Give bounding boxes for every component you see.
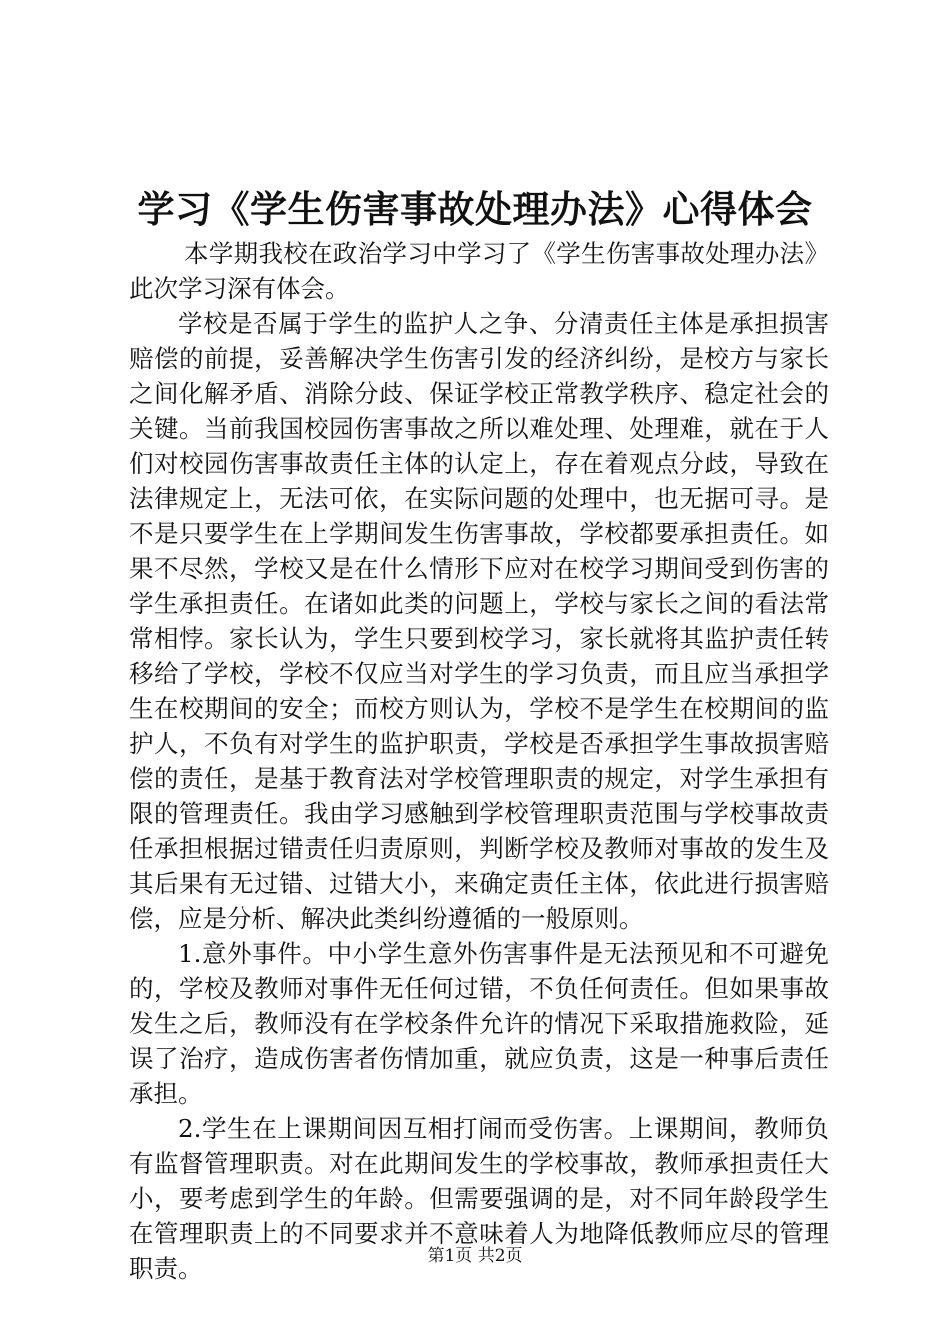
paragraph-intro: 本学期我校在政治学习中学习了《学生伤害事故处理办法》此次学习深有体会。: [129, 239, 829, 303]
paragraph-point-1: 1.意外事件。中小学生意外伤害事件是无法预见和不可避免的，学校及教师对事件无任何过错，不负任何责任。但如果事故发生之后，教师没有在学校条件允许的情况下采取措施救险，延误了治疗，造成伤害者伤情加重，就应负责，这是一种事后责任承担。: [129, 939, 829, 1108]
document-title: 学习《学生伤害事故处理办法》心得体会: [137, 187, 813, 231]
document-body: [129, 236, 829, 1286]
page-number-footer: 第1页 共2页: [427, 1246, 523, 1266]
paragraph-main: 学校是否属于学生的监护人之争、分清责任主体是承担损害赔偿的前提，妥善解决学生伤害引发的经济纠纷，是校方与家长之间化解矛盾、消除分歧、保证学校正常教学秩序、稳定社会的关键。当前我国校园伤害事故之所以难处理、处理难，就在于人们对校园伤害事故责任主体的认定上，存在着观点分歧，导致在法律规定上，无法可依，在实际问题的处理中，也无据可寻。是不是只要学生在上学期间发生伤害事故，学校都要承担责任。如果不尽然，学校又是在什么情形下应对在校学习期间受到伤害的学生承担责任。在诸如此类的问题上，学校与家长之间的看法常常相悖。家长认为，学生只要到校学习，家长就将其监护责任转移给了学校，学校不仅应当对学生的学习负责，而且应当承担学生在校期间的安全；而校方则认为，学校不是学生在校期间的监护人，不负有对学生的监护职责，学校是否承担学生事故损害赔偿的责任，是基于教育法对学校管理职责的规定，对学生承担有限的管理责任。我由学习感触到学校管理职责范围与学校事故责任承担根据过错责任归责原则，判断学校及教师对事故的发生及其后果有无过错、过错大小，来确定责任主体，依此进行损害赔偿，应是分析、解决此类纠纷遵循的一般原则。: [129, 309, 829, 933]
paragraph-point-2: 2.学生在上课期间因互相打闹而受伤害。上课期间，教师负有监督管理职责。对在此期间发生的学校事故，教师承担责任大小，要考虑到学生的年龄。但需要强调的是，对不同年龄段学生在管理职责上的不同要求并不意味着人为地降低教师应尽的管理职责。: [129, 1114, 829, 1283]
